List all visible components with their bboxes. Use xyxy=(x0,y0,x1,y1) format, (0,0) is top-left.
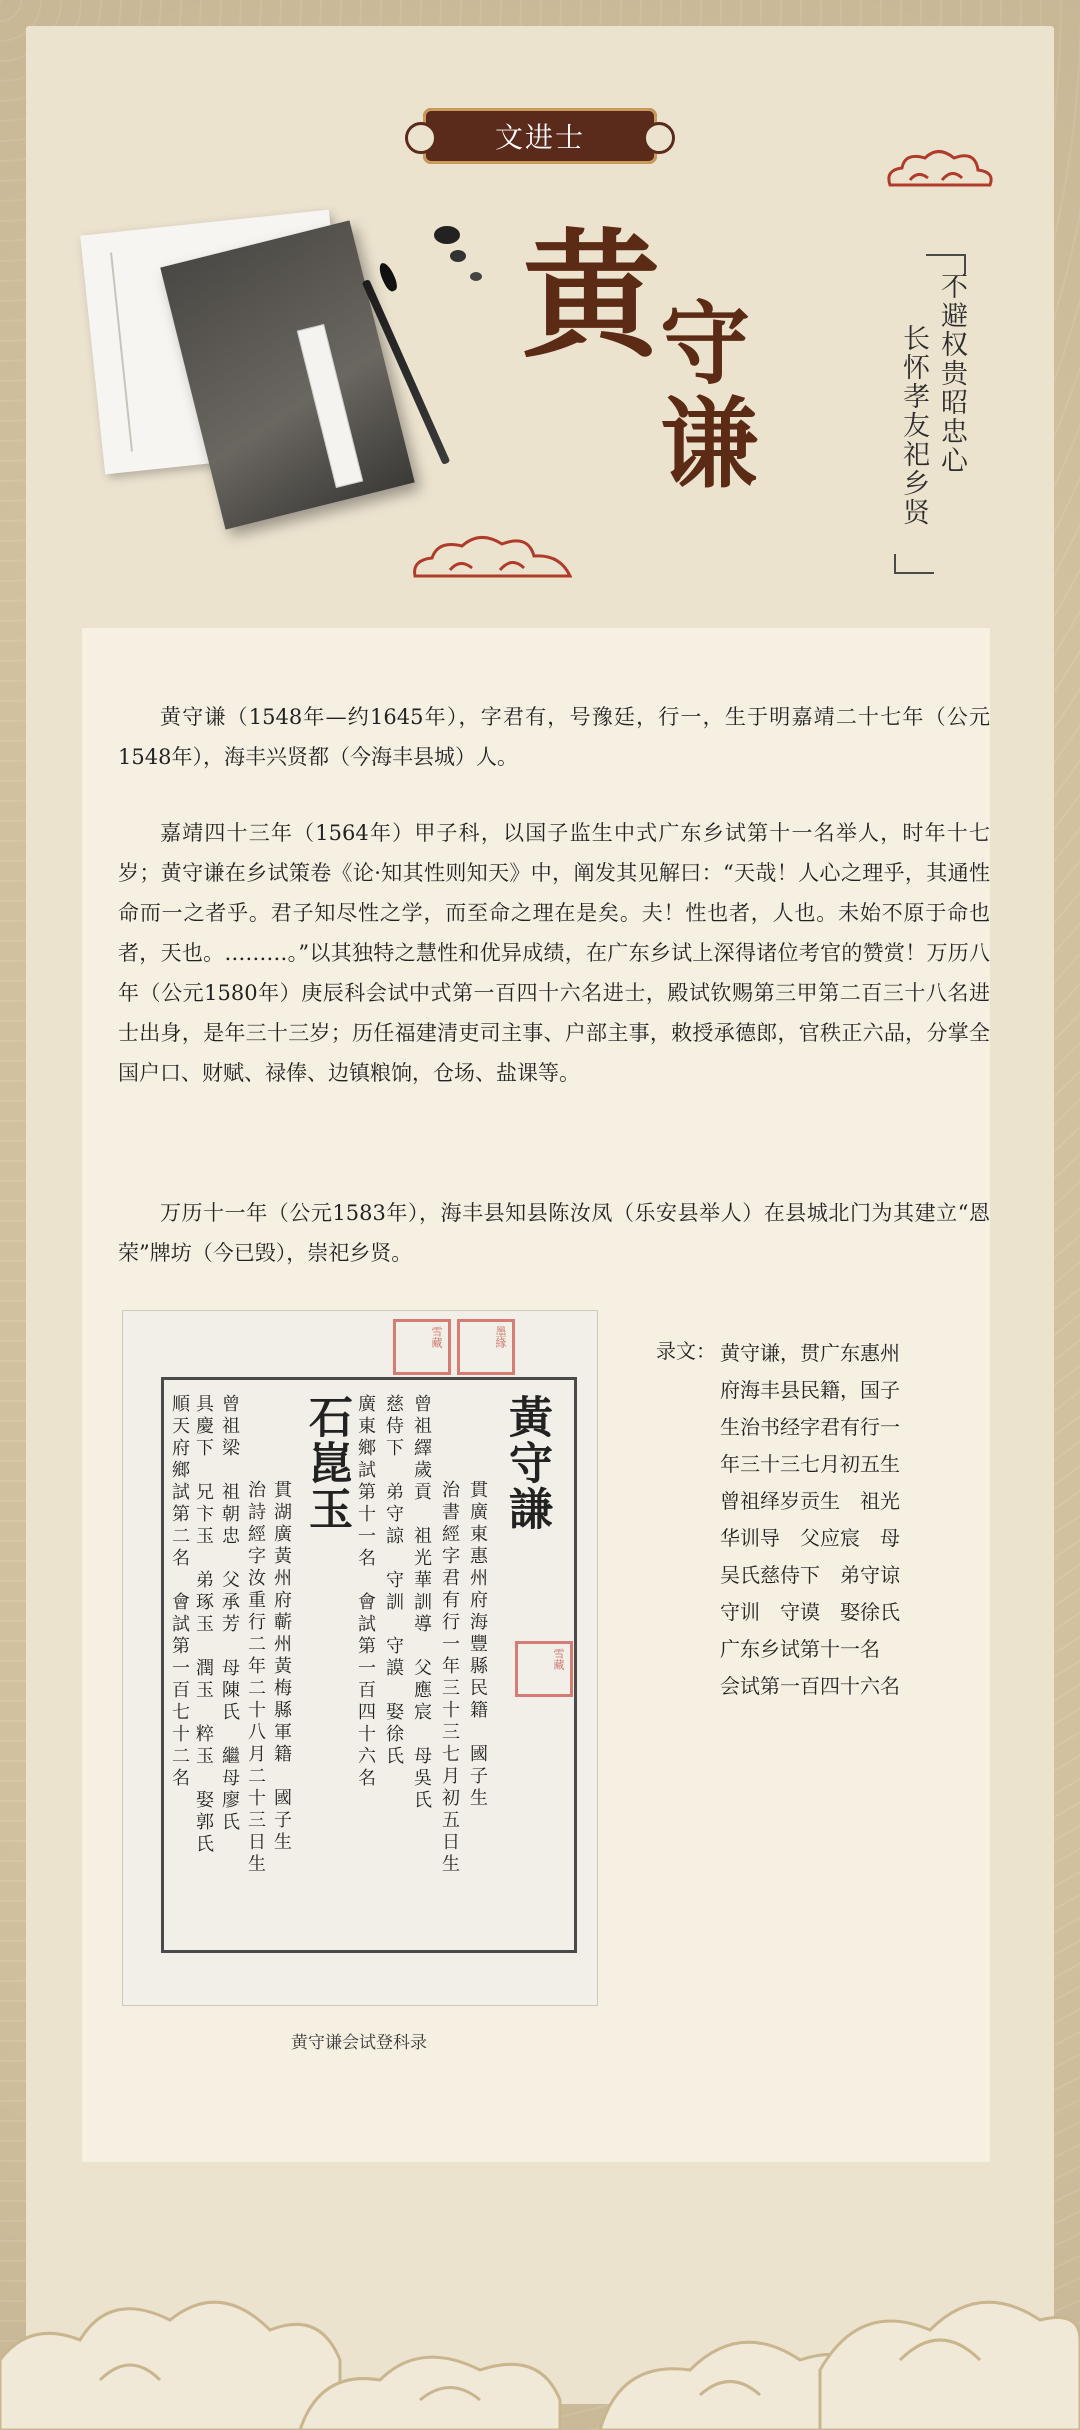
name-char-1: 黄 xyxy=(522,216,661,377)
transcript-line: 会试第一百四十六名 xyxy=(720,1674,900,1698)
category-label: 文进士 xyxy=(494,121,585,154)
ink-drop-icon xyxy=(434,226,460,244)
manuscript-column: 貫廣東惠州府海豐縣民籍 國子生 xyxy=(467,1480,488,1810)
motto-line-1: 不避权贵昭忠心 xyxy=(936,272,967,475)
transcript-line: 生治书经字君有行一 xyxy=(720,1415,900,1439)
transcript-line: 广东乡试第十一名 xyxy=(720,1637,880,1661)
paragraph-intro: 黄守谦（1548年—约1645年），字君有，号豫廷，行一，生于明嘉靖二十七年（公元1548年），海丰兴贤都（今海丰县城）人。 xyxy=(118,705,990,769)
red-seal-stamp: 墨緣 xyxy=(457,1319,515,1375)
transcript-line: 府海丰县民籍，国子 xyxy=(720,1378,900,1402)
name-char-3: 谦 xyxy=(660,388,759,502)
cloud-ornament-center xyxy=(410,528,580,588)
manuscript-column: 曾祖繹歲貢 祖光華訓導 父應宸 母吳氏 xyxy=(411,1394,432,1812)
motto-bracket-bottom xyxy=(894,554,934,574)
manuscript-name-2: 石崑玉 xyxy=(301,1394,352,1532)
transcript-label: 录文： xyxy=(656,1339,716,1363)
transcript-line: 曾祖绎岁贡生 祖光 xyxy=(720,1489,900,1513)
manuscript-column: 治詩經字汝重行二年二十八月二十三日生 xyxy=(245,1480,266,1876)
cloud-ornament-top-right xyxy=(880,140,1000,200)
transcript-line: 华训导 父应宸 母 xyxy=(720,1526,900,1550)
transcript-line: 吴氏慈侍下 弟守谅 xyxy=(720,1563,900,1587)
red-seal-stamp: 雪藏 xyxy=(515,1641,573,1697)
manuscript-column: 慈侍下 弟守諒 守訓 守謨 娶徐氏 xyxy=(383,1394,404,1768)
manuscript-name-1: 黃守謙 xyxy=(501,1394,552,1532)
manuscript-column: 廣東鄉試第十一名 會試第一百四十六名 xyxy=(355,1394,376,1790)
manuscript-column: 貫湖廣黃州府蘄州黃梅縣軍籍 國子生 xyxy=(271,1480,292,1854)
motto-line-2: 长怀孝友祀乡贤 xyxy=(898,324,929,527)
category-badge xyxy=(423,108,657,164)
manuscript-caption: 黄守谦会试登科录 xyxy=(291,2033,427,2053)
cloud-ornament-bottom xyxy=(0,2250,1080,2430)
manuscript-column: 具慶下 兄卞玉 弟琢玉 潤玉 粹玉 娶郭氏 xyxy=(193,1394,214,1856)
red-seal-stamp: 雪藏 xyxy=(393,1319,451,1375)
paragraph-career: 嘉靖四十三年（1564年）甲子科，以国子监生中式广东乡试第十一名举人，时年十七岁；黄守谦在乡试策卷《论·知其性则知天》中，阐发其见解曰：“天哉！人心之理乎，其通性命而一之者乎。君子知尽性之学，而至命之理在是矣。夫！性也者，人也。未始不原于命也者，天也。………。”以其独特之慧性和优异成绩，在广东乡试上深得诸位考官的赞赏！万历八年（公元1580年）庚辰科会试中式第一百四十六名进士，殿试钦赐第三甲第二百三十八名进士出身，是年三十三岁；历任福建清吏司主事、户部主事，敕授承德郎，官秩正六品，分掌全国户口、财赋、禄俸、边镇粮饷，仓场、盐课等。 xyxy=(118,821,990,1085)
name-char-2: 守 xyxy=(660,292,750,397)
transcript-lines xyxy=(720,1335,980,1705)
ink-drop-icon xyxy=(450,250,466,262)
manuscript-column: 曾祖梁 祖朝忠 父承芳 母陳氏 繼母廖氏 xyxy=(219,1394,240,1834)
motto-block xyxy=(892,254,972,574)
manuscript-column: 順天府鄉試第二名 會試第一百七十二名 xyxy=(169,1394,190,1790)
transcript-line: 守训 守谟 娶徐氏 xyxy=(720,1600,900,1624)
motto-bracket-top xyxy=(926,254,966,274)
paragraph-memorial: 万历十一年（公元1583年），海丰县知县陈汝凤（乐安县举人）在县城北门为其建立“恩荣”牌坊（今已毁），崇祀乡贤。 xyxy=(118,1201,990,1265)
transcript-line: 年三十三七月初五生 xyxy=(720,1452,900,1476)
manuscript-image xyxy=(122,1310,598,2006)
ink-drop-icon xyxy=(470,272,482,281)
manuscript-column: 治書經字君有行一年三十三七月初五日生 xyxy=(439,1480,460,1876)
transcript-line: 黄守谦，贯广东惠州 xyxy=(720,1341,900,1365)
